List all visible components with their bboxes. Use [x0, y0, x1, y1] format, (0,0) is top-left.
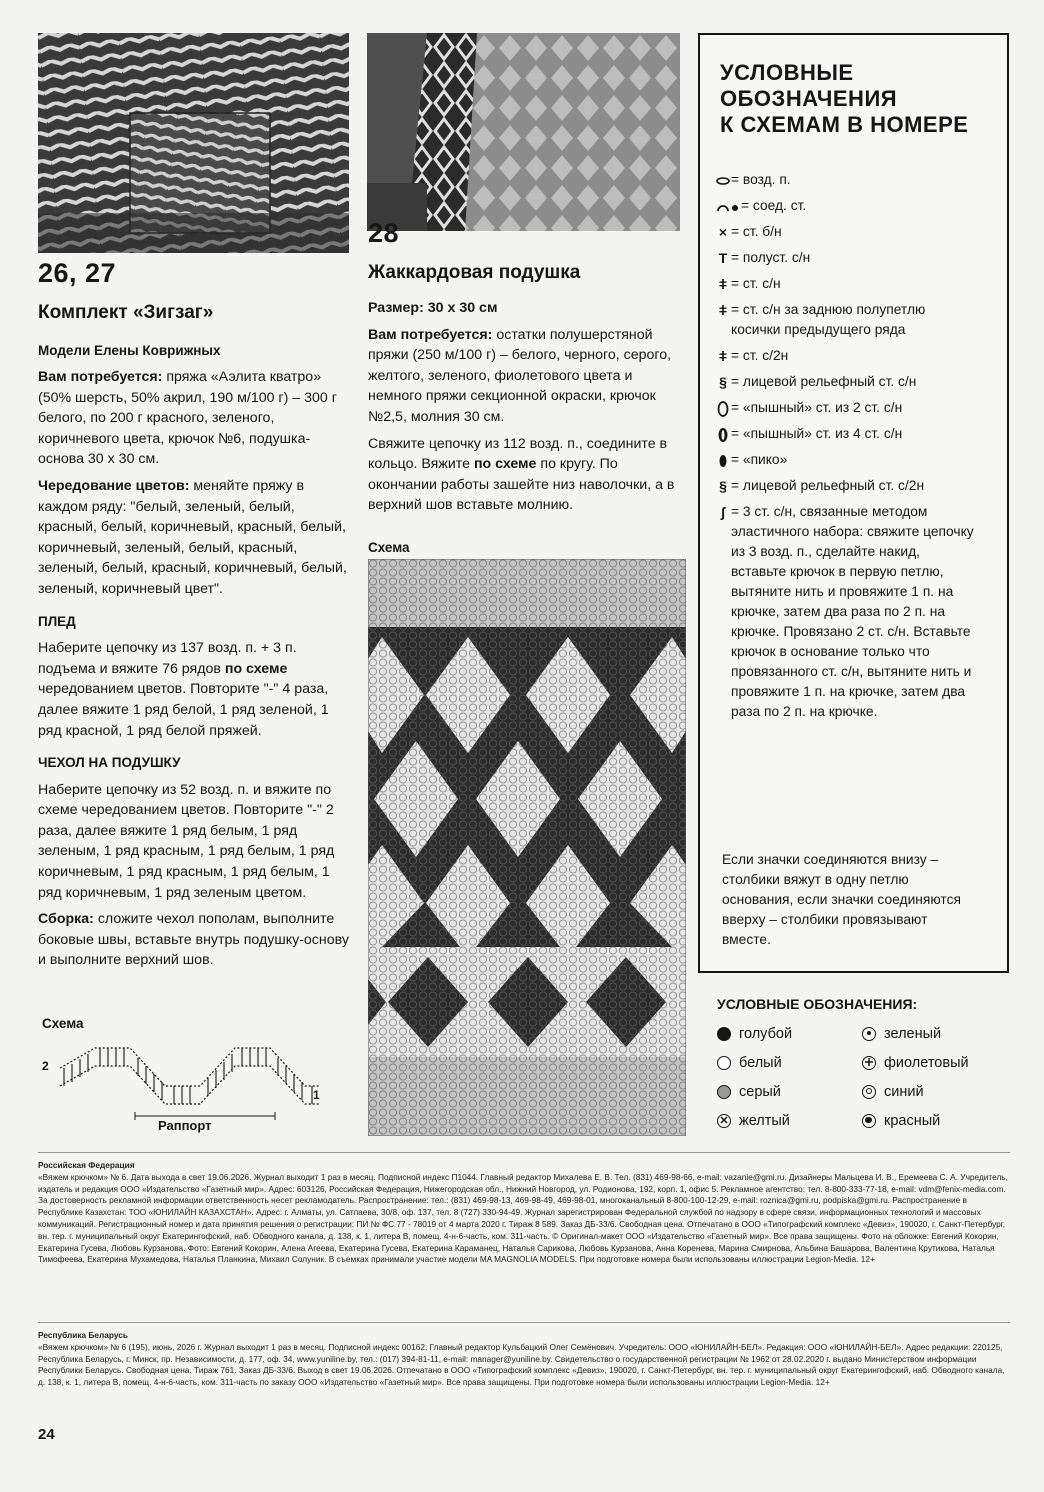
diagram-row-1: 1: [313, 1088, 320, 1102]
picot-icon: [715, 450, 731, 470]
legend-item-fptr: § = лицевой рельефный ст. с/2н: [715, 476, 977, 496]
zigzag-scheme-label: Схема: [42, 1016, 84, 1031]
color-green: зеленый: [862, 1019, 969, 1048]
light-blue-swatch-icon: [717, 1027, 731, 1041]
jacquard-instructions: [368, 298, 680, 522]
jacquard-pillow-photo: [367, 33, 680, 231]
color-legend-title: УСЛОВНЫЕ ОБОЗНАЧЕНИЯ:: [717, 996, 918, 1012]
zigzag-color-order: Чередование цветов: меняйте пряжу в каждом ряду: "белый, зеленый, белый, красный, белый, коричневый, красный, белый, коричневый, зеленый, белый, красный, зеленый, белый, красный, коричневый, белый, зеленый, коричневый цвет".: [38, 477, 347, 597]
blue-swatch-icon: [862, 1085, 876, 1099]
puff-4-icon: [715, 424, 731, 444]
footer-belarus: Республика Беларусь «Вяжем крючком» № 6 (195), июнь, 2026 г. Журнал выходит 1 раз в месяц. Подписной индекс 00162. Главный редактор Кульбацкий Олег Семёнович. Учредитель: ООО «ЮНИЛАЙН-БЕЛ». Редакция: ООО «ЮНИЛАЙН-БЕЛ». Адрес редакции: 220125, Республика Беларусь, г. Минск, пр. Независимости, д. 177, оф. 34, www.yuniline.by, тел.: (017) 394-81-11, e-mail: manager@yuniline.by. Свидетельство о государственной регистрации № 1962 от 28.02.2020 г. выдано Министерством информации Республики Беларусь. Свободная цена. Тираж 761. Заказ ДБ-33/6. Выход в свет 19.06.2026. Отпечатано в ООО «Типографский комплекс «Девиз», 190020, г. Санкт-Петербург, вн. тер. г. муниципальный округ Екатерингофский, наб. Обводного канала, д. 138, к. 1, литера В, помещ. 4-н-6-часть, ком. 311-часть по заказу ООО «Издательство «Газетный мир». Все права защищены. При подготовке номера были использованы иллюстрации Legion-Media. 12+: [38, 1330, 1005, 1388]
page-number: 24: [38, 1426, 55, 1443]
elastic-cast-on-icon: ʃ: [720, 504, 726, 520]
legend-item-tr: ǂ = ст. с/2н: [715, 346, 977, 366]
zigzag-blanket-photo: [38, 33, 349, 253]
footer-divider-top: [38, 1152, 1010, 1153]
color-blue: синий: [862, 1077, 969, 1106]
legend-note: Если значки соединяются внизу – столбики вяжут в одну петлю основания, если значки соединяются вверху – столбики провязывают вместе.: [722, 852, 961, 947]
legend-item-dc: ǂ = ст. с/н: [715, 274, 977, 294]
legend-item-chain: = возд. п.: [715, 170, 977, 190]
cover-text: Наберите цепочку из 52 возд. п. и вяжите по схеме чередованием цветов. Повторите "-" 2 раза, далее вяжите 1 ряд белым, 1 ряд зеленым, 1 ряд красным, 1 ряд белым, 1 ряд коричневым, 1 ряд красным, 1 ряд белым, 1 ряд коричневым, 1 ряд зеленым цветом.: [38, 781, 335, 901]
footer-divider-middle: [38, 1322, 1010, 1323]
slip-stitch-icon: [715, 196, 741, 216]
puff-2-icon: [715, 398, 731, 418]
legend-item-elastic: ʃ = 3 ст. с/н, связанные методом эластичного набора: свяжите цепочку из 3 возд. п., сделайте накид, вставьте крючок в первую петлю, вытяните нить и провяжите 1 п. на крючке, затем два раза по 2 п. на крючке. Провязано 2 ст. с/н. Вставьте крючок в основание только что провязанного ст. с/н, вытяните нить и провяжите 1 п. на крючке, затем два раза по 2 п. на крючке.: [715, 502, 977, 722]
project-number-26-27: 26, 27: [38, 258, 117, 288]
legend-item-hdc: T = полуст. с/н: [715, 248, 977, 268]
front-post-dc-icon: §: [719, 374, 727, 390]
color-white: белый: [717, 1048, 792, 1077]
color-grey: серый: [717, 1077, 792, 1106]
project-number-28: 28: [368, 218, 400, 248]
plaid-heading: ПЛЕД: [38, 613, 76, 629]
half-double-crochet-icon: T: [718, 250, 728, 266]
color-legend-col1: [717, 1019, 792, 1135]
jacquard-size: Размер: 30 х 30 см: [368, 300, 498, 316]
yellow-swatch-icon: [717, 1114, 731, 1128]
color-yellow: желтый: [717, 1106, 792, 1135]
project-title-jacquard: Жаккардовая подушка: [368, 262, 581, 283]
green-swatch-icon: [862, 1027, 876, 1041]
double-crochet-icon: ǂ: [718, 276, 728, 292]
chain-stitch-icon: [715, 170, 731, 190]
diagram-row-2: 2: [42, 1059, 49, 1073]
legend-item-sc: × = ст. б/н: [715, 222, 977, 242]
legend-item-slip: = соед. ст.: [715, 196, 977, 216]
repeat-label: Раппорт: [158, 1118, 212, 1133]
jacquard-chart: [368, 559, 686, 1136]
legend-title: УСЛОВНЫЕ ОБОЗНАЧЕНИЯ К СХЕМАМ В НОМЕРЕ: [720, 60, 969, 137]
legend-item-picot: = «пико»: [715, 450, 977, 470]
zigzag-materials: Вам потребуется: пряжа «Аэлита кватро» (50% шерсть, 50% акрил, 190 м/100 г) – 300 г белого, по 200 г красного, зеленого, коричневого цвета, крючок №6, подушка-основа 30 х 30 см.: [38, 369, 337, 468]
treble-crochet-icon: ǂ: [718, 348, 728, 364]
legend-item-puff2: = «пышный» ст. из 2 ст. с/н: [715, 398, 977, 418]
front-post-tr-icon: §: [719, 478, 727, 494]
double-crochet-back-loop-icon: ǂ: [718, 302, 728, 318]
cover-heading: ЧЕХОЛ НА ПОДУШКУ: [38, 755, 181, 771]
single-crochet-icon: ×: [718, 224, 728, 240]
zigzag-instructions: [38, 367, 350, 977]
color-violet: фиолетовый: [862, 1048, 969, 1077]
red-swatch-icon: [862, 1114, 876, 1128]
designer-credit: Модели Елены Коврижных: [38, 343, 221, 358]
color-red: красный: [862, 1106, 969, 1135]
legend-item-puff4: = «пышный» ст. из 4 ст. с/н: [715, 424, 977, 444]
plaid-text: Наберите цепочку из 137 возд. п. + 3 п. подъема и вяжите 76 рядов по схеме чередованием цветов. Повторите "-" 4 раза, далее вяжите 1 ряд белой, 1 ряд зеленой, 1 ряд красной, 1 ряд белой пряжей.: [38, 640, 329, 739]
jacquard-scheme-label: Схема: [368, 540, 410, 555]
color-light-blue: голубой: [717, 1019, 792, 1048]
assembly-text: Сборка: сложите чехол пополам, выполните боковые швы, вставьте внутрь подушку-основу и выполните верхний шов.: [38, 911, 349, 969]
legend-items: [715, 170, 977, 728]
color-legend-col2: [862, 1019, 969, 1135]
white-swatch-icon: [717, 1056, 731, 1070]
violet-swatch-icon: [862, 1056, 876, 1070]
footer-russia: Российская Федерация «Вяжем крючком» № 6. Дата выхода в свет 19.06.2026. Журнал выходит 1 раз в месяц. Подписной индекс П1044. Главный редактор Михалева Е. В. Тел. (831) 469-98-66, e-mail: vazanie@gmi.ru. Дизайнеры Мальцева И. В., Еремеева С. А. Учредитель, издатель и редакция ООО «Издательство «Газетный мир». Адрес: 603126, Российская Федерация, Нижегородская обл., Нижний Новгород, ул. Родионова, 192, корп. 1, офис 5. Рекламное агентство: тел. 8-800-333-77-18, e-mail: vdm@fenix-media.com. За достоверность рекламной информации ответственность несет рекламодатель. Распространение: тел.: (831) 469-98-13, 469-98-49, 469-98-01, многоканальный 8-800-100-12-29, e-mail: roznica@gmi.ru, podpiska@gmi.ru. Распространение в Республике Казахстан: ТОО «ЮНИЛАЙН КАЗАХСТАН». Адрес: г. Алматы, ул. Сатпаева, 30/8, оф. 137, тел. 8 (727) 330-94-49. Журнал зарегистрирован Федеральной службой по надзору в сфере связи, информационных технологий и массовых коммуникаций. Регистрационный номер и дата принятия решения о регистрации: ПИ № ФС 77 - 78019 от 4 марта 2020 г. Тираж 8 589. Заказ ДБ-33/6. Свободная цена. Отпечатано в ООО «Типографский комплекс «Девиз», 190020, г. Санкт-Петербург, вн. тер. г. муниципальный округ Екатерингофский, наб. Обводного канала, д. 138, к. 1, литера В, помещ. 4-н-6-часть, ком. 311-часть. © Оригинал-макет ООО «Издательство «Газетный мир». Все права защищены. Фото на обложке: Евгений Кокорин, Екатерина Гусева, Любовь Курзанова. Фото: Евгений Кокорин, Алена Агеева, Екатерина Гусева, Екатерина Караманец, Наталья Сарикова, Любовь Курзанова, Анна Коренева, Марина Смирнова, Альбина Башарова, Валентина Крутикова, Наталья Тимофеева, Екатерина Мухамедова, Наталья Планкина, Михаил Солуник. В съемках принимали участие модели MA MAGNOLIA MODELS. При подготовке номера были использованы иллюстрации Legion-Media. 12+: [38, 1160, 1008, 1265]
project-title-zigzag: Комплект «Зигзаг»: [38, 302, 214, 323]
grey-swatch-icon: [717, 1085, 731, 1099]
legend-item-fpdc: § = лицевой рельефный ст. с/н: [715, 372, 977, 392]
jacquard-materials: Вам потребуется: остатки полушерстяной пряжи (250 м/100 г) – белого, черного, серого, желтого, зеленого, фиолетового цвета и немного пряжи секционной окраски, крючок №2,5, молния 30 см.: [368, 326, 672, 425]
jacquard-text: Свяжите цепочку из 112 возд. п., соедините в кольцо. Вяжите по схеме по кругу. По окончании работы зашейте низ наволочки, а в верхний шов вставьте молнию.: [368, 435, 675, 514]
legend-item-dc-back: ǂ = ст. с/н за заднюю полупетлю косички предыдущего ряда: [715, 300, 977, 340]
